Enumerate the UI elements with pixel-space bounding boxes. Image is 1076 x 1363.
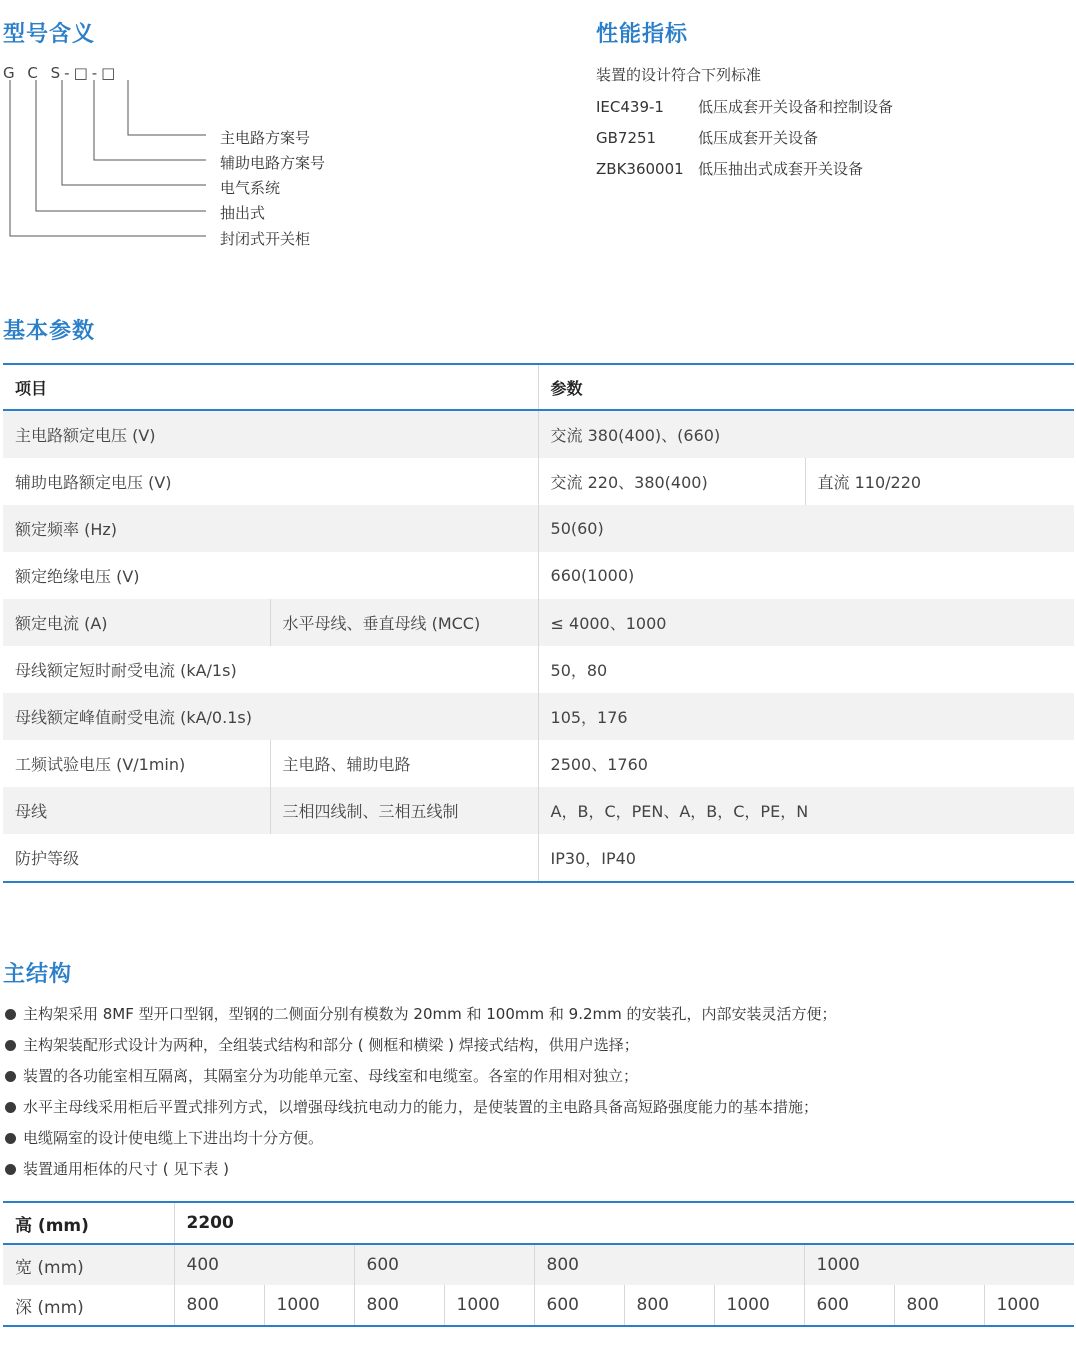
header-param: 参数: [538, 364, 1074, 410]
model-label-aux-circuit: 辅助电路方案号: [220, 154, 326, 172]
param-value: 2500、1760: [538, 740, 1074, 787]
table-row: [3, 1244, 1074, 1285]
param-value: ≤ 4000、1000: [538, 599, 1074, 646]
bullet-icon: [5, 1009, 16, 1020]
standard-code: IEC439-1: [596, 98, 664, 116]
model-label-main-circuit: 主电路方案号: [220, 129, 311, 147]
param-value: 50，80: [538, 646, 1074, 693]
depth-value: 1000: [444, 1285, 534, 1326]
param-item: 额定绝缘电压 (V): [15, 567, 140, 586]
standard-desc: 低压成套开关设备和控制设备: [698, 98, 894, 116]
model-label-electrical-system: 电气系统: [220, 179, 281, 197]
param-value: 105，176: [538, 693, 1074, 740]
bullet-icon: [5, 1164, 16, 1175]
bullet-icon: [5, 1102, 16, 1113]
param-item: 额定频率 (Hz): [3, 505, 538, 552]
table-header-row: [3, 364, 1074, 410]
model-heading: 型号含义: [3, 22, 96, 47]
param-value: 交流 220、380(400): [538, 458, 805, 505]
table-row: [3, 599, 1074, 646]
standard-desc: 低压成套开关设备: [698, 129, 819, 147]
standard-code: ZBK360001: [596, 160, 684, 178]
bullet-icon: [5, 1133, 16, 1144]
bullet-text: 主构架采用 8MF 型开口型钢，型钢的二侧面分别有模数为 20mm 和 100mm 和 9.2mm 的安装孔，内部安装灵活方便；: [23, 1005, 837, 1023]
depth-value: 800: [174, 1285, 264, 1326]
param-value: IP30，IP40: [538, 834, 1074, 882]
param-item: 母线额定短时耐受电流 (kA/1s): [15, 661, 237, 680]
table-row: [3, 410, 1074, 458]
width-value: 600: [354, 1244, 534, 1285]
bullet-text: 装置通用柜体的尺寸 ( 见下表 ): [23, 1160, 230, 1178]
list-item: [3, 1031, 1073, 1062]
param-item: 工频试验电压 (V/1min): [15, 755, 186, 774]
param-sub: 水平母线、垂直母线 (MCC): [270, 599, 538, 646]
table-row: [3, 1285, 1074, 1326]
list-item: [3, 1093, 1073, 1124]
table-row: [3, 646, 1074, 693]
bullet-text: 水平主母线采用柜后平置式排列方式，以增强母线抗电动力的能力，是使装置的主电路具备高短路强度能力的基本措施；: [23, 1098, 819, 1116]
table-row: [3, 787, 1074, 834]
table-row: [3, 740, 1074, 787]
width-value: 1000: [804, 1244, 1074, 1285]
depth-value: 800: [354, 1285, 444, 1326]
param-value: 交流 380(400)、(660): [538, 410, 1074, 458]
width-value: 400: [174, 1244, 354, 1285]
param-item: 额定电流 (A): [3, 599, 270, 646]
param-item: 母线: [3, 787, 270, 834]
depth-value: 800: [624, 1285, 714, 1326]
list-item: [3, 1124, 1073, 1155]
table-row: [3, 458, 1074, 505]
model-code: G C S-□-□: [3, 64, 120, 82]
param-sub: 主电路、辅助电路: [270, 740, 538, 787]
structure-bullet-list: [3, 1000, 1073, 1186]
param-item: 辅助电路额定电压 (V): [15, 473, 172, 492]
depth-value: 800: [894, 1285, 984, 1326]
height-value: 2200: [174, 1202, 1074, 1244]
standard-desc: 低压抽出式成套开关设备: [698, 160, 864, 178]
list-item: [3, 1000, 1073, 1031]
param-value: 50(60): [538, 505, 1074, 552]
width-value: 800: [534, 1244, 804, 1285]
bullet-text: 电缆隔室的设计使电缆上下进出均十分方便。: [23, 1129, 324, 1147]
depth-value: 600: [534, 1285, 624, 1326]
list-item: [3, 1155, 1073, 1186]
table-row: [3, 834, 1074, 882]
standard-row: [596, 96, 893, 117]
table-row: [3, 505, 1074, 552]
param-item: 母线额定峰值耐受电流 (kA/0.1s): [3, 693, 538, 740]
standard-row: [596, 158, 863, 179]
model-label-drawout: 抽出式: [220, 204, 266, 222]
performance-heading: 性能指标: [596, 22, 689, 47]
model-code-diagram: [0, 60, 220, 240]
param-value: 660(1000): [538, 552, 1074, 599]
bullet-text: 主构架装配形式设计为两种，全组装式结构和部分 ( 侧框和横梁 ) 焊接式结构，供用户选择；: [23, 1036, 639, 1054]
height-label: 高 (mm): [3, 1202, 174, 1244]
basic-params-table: [3, 363, 1074, 883]
param-item: 主电路额定电压 (V): [3, 410, 538, 458]
width-label: 宽 (mm): [3, 1244, 174, 1285]
bullet-text: 装置的各功能室相互隔离，其隔室分为功能单元室、母线室和电缆室。各室的作用相对独立；: [23, 1067, 639, 1085]
depth-value: 1000: [264, 1285, 354, 1326]
dimensions-table: [3, 1201, 1074, 1327]
basic-params-heading: 基本参数: [3, 319, 96, 344]
param-value-dc: 直流 110/220: [805, 458, 1074, 505]
bullet-icon: [5, 1071, 16, 1082]
param-sub: 三相四线制、三相五线制: [270, 787, 538, 834]
standard-code: GB7251: [596, 129, 657, 147]
standard-row: [596, 127, 818, 148]
param-value: A，B，C，PEN、A，B，C，PE，N: [538, 787, 1074, 834]
table-row: [3, 1202, 1074, 1244]
table-row: [3, 693, 1074, 740]
performance-intro: 装置的设计符合下列标准: [596, 66, 762, 84]
bullet-icon: [5, 1040, 16, 1051]
depth-value: 1000: [984, 1285, 1074, 1326]
param-item: 防护等级: [15, 849, 80, 868]
depth-value: 1000: [714, 1285, 804, 1326]
depth-label: 深 (mm): [15, 1297, 84, 1318]
structure-heading: 主结构: [3, 962, 73, 987]
model-label-enclosed: 封闭式开关柜: [220, 230, 311, 248]
list-item: [3, 1062, 1073, 1093]
header-item: 项目: [3, 364, 538, 410]
depth-value: 600: [804, 1285, 894, 1326]
table-row: [3, 552, 1074, 599]
